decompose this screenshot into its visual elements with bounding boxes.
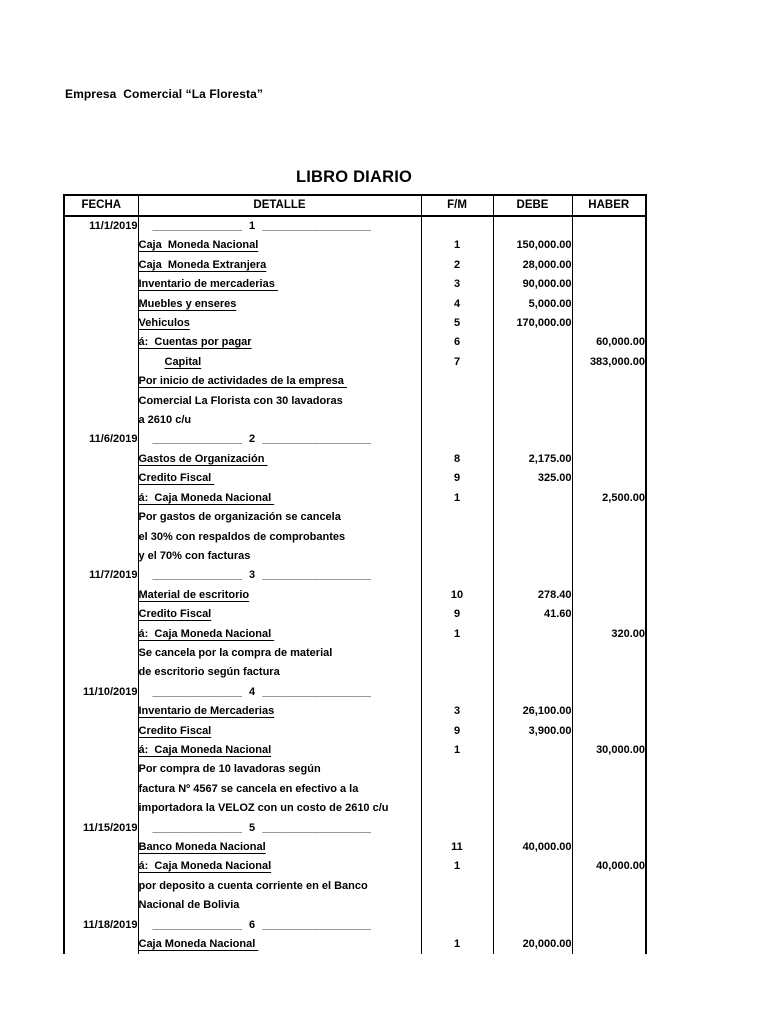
fm-cell: 1	[421, 625, 493, 644]
account-name: Caja Moneda Nacional	[138, 239, 259, 252]
date-cell	[64, 411, 138, 430]
credit-cell	[572, 275, 646, 294]
date-cell	[64, 760, 138, 779]
fm-cell: 1	[421, 741, 493, 760]
fm-cell: 1	[421, 489, 493, 508]
debit-cell: 150,000.00	[493, 236, 572, 255]
debit-cell	[493, 508, 572, 527]
account-name: Caja Moneda Extranjera	[138, 258, 267, 271]
fm-cell: 7	[421, 353, 493, 372]
detail-cell	[138, 625, 421, 644]
date-cell	[64, 799, 138, 818]
date-cell	[64, 353, 138, 372]
journal-row	[64, 489, 646, 508]
journal-row	[64, 935, 646, 954]
account-name: á: Caja Moneda Nacional	[138, 491, 275, 504]
account-name: á: Caja Moneda Nacional	[138, 627, 275, 640]
credit-cell	[572, 469, 646, 488]
date-cell	[64, 489, 138, 508]
detail-cell	[138, 877, 421, 896]
journal-row	[64, 838, 646, 857]
fm-cell: 1	[421, 935, 493, 954]
journal-row	[64, 411, 646, 430]
narration-text: Por compra de 10 lavadoras según	[138, 763, 321, 776]
fm-cell: 2	[421, 256, 493, 275]
header-haber: HABER	[572, 195, 646, 216]
narration-text: y el 70% con facturas	[138, 549, 251, 562]
entry-number: ______________ 5 _________________	[152, 821, 372, 834]
date-cell	[64, 256, 138, 275]
journal-row	[64, 663, 646, 682]
debit-cell	[493, 644, 572, 663]
date-cell	[64, 450, 138, 469]
fm-cell	[421, 877, 493, 896]
date-cell	[64, 392, 138, 411]
credit-cell	[572, 916, 646, 935]
entry-separator-row	[64, 216, 646, 236]
detail-cell	[138, 586, 421, 605]
debit-cell	[493, 760, 572, 779]
narration-text: Por gastos de organización se cancela	[138, 511, 341, 524]
debit-cell: 2,175.00	[493, 450, 572, 469]
journal-row	[64, 469, 646, 488]
page-title: LIBRO DIARIO	[295, 168, 413, 186]
journal-row	[64, 353, 646, 372]
date-cell	[64, 275, 138, 294]
credit-cell	[572, 547, 646, 566]
fm-cell	[421, 799, 493, 818]
date-cell: 11/18/2019	[64, 916, 138, 935]
date-cell	[64, 295, 138, 314]
date-cell: 11/10/2019	[64, 683, 138, 702]
entry-number: ______________ 3 _________________	[152, 569, 372, 582]
date-cell	[64, 528, 138, 547]
header-detalle: DETALLE	[138, 195, 421, 216]
account-name: Inventario de Mercaderias	[138, 705, 275, 718]
debit-cell	[493, 489, 572, 508]
date-cell	[64, 722, 138, 741]
credit-cell	[572, 644, 646, 663]
credit-cell	[572, 896, 646, 915]
date-cell	[64, 857, 138, 876]
journal-row	[64, 275, 646, 294]
debit-cell	[493, 216, 572, 236]
narration-text: Comercial La Florista con 30 lavadoras	[138, 394, 343, 407]
fm-cell	[421, 760, 493, 779]
entry-number: ______________ 6 _________________	[152, 918, 372, 931]
header-fecha: FECHA	[64, 195, 138, 216]
debit-cell	[493, 683, 572, 702]
journal-row	[64, 857, 646, 876]
date-cell	[64, 644, 138, 663]
debit-cell	[493, 333, 572, 352]
journal-row	[64, 586, 646, 605]
fm-cell	[421, 547, 493, 566]
detail-cell	[138, 916, 421, 935]
narration-text: factura Nº 4567 se cancela en efectivo a la	[138, 782, 359, 795]
fm-cell: 3	[421, 275, 493, 294]
detail-cell	[138, 489, 421, 508]
journal-row	[64, 547, 646, 566]
credit-cell	[572, 819, 646, 838]
date-cell	[64, 877, 138, 896]
journal-row	[64, 780, 646, 799]
date-cell	[64, 838, 138, 857]
fm-cell	[421, 528, 493, 547]
debit-cell	[493, 857, 572, 876]
account-name: á: Cuentas por pagar	[138, 336, 252, 349]
credit-cell: 60,000.00	[572, 333, 646, 352]
detail-cell	[138, 216, 421, 236]
date-cell	[64, 702, 138, 721]
journal-table-header	[64, 195, 646, 216]
fm-cell	[421, 663, 493, 682]
account-name: Caja Moneda Nacional	[138, 938, 259, 951]
account-name: Credito Fiscal	[138, 472, 215, 485]
journal-row	[64, 799, 646, 818]
date-cell	[64, 547, 138, 566]
detail-cell	[138, 333, 421, 352]
credit-cell	[572, 799, 646, 818]
date-cell	[64, 605, 138, 624]
detail-cell	[138, 760, 421, 779]
account-name: Credito Fiscal	[138, 608, 212, 621]
debit-cell	[493, 430, 572, 449]
credit-cell	[572, 935, 646, 954]
debit-cell	[493, 625, 572, 644]
fm-cell: 9	[421, 605, 493, 624]
credit-cell: 320.00	[572, 625, 646, 644]
header-fm: F/M	[421, 195, 493, 216]
narration-text: a 2610 c/u	[138, 414, 192, 427]
debit-cell	[493, 392, 572, 411]
account-name: Credito Fiscal	[138, 724, 212, 737]
entry-separator-row	[64, 566, 646, 585]
debit-cell	[493, 547, 572, 566]
account-name: á: Caja Moneda Nacional	[138, 743, 272, 756]
fm-cell: 1	[421, 857, 493, 876]
date-cell	[64, 896, 138, 915]
account-name: Gastos de Organización	[138, 452, 268, 465]
journal-row	[64, 896, 646, 915]
fm-cell: 5	[421, 314, 493, 333]
date-cell	[64, 586, 138, 605]
journal-row	[64, 760, 646, 779]
entry-separator-row	[64, 916, 646, 935]
credit-cell	[572, 663, 646, 682]
fm-cell: 4	[421, 295, 493, 314]
account-name: Material de escritorio	[138, 588, 250, 601]
header-debe: DEBE	[493, 195, 572, 216]
debit-cell	[493, 566, 572, 585]
debit-cell	[493, 819, 572, 838]
detail-cell	[138, 353, 421, 372]
journal-row	[64, 314, 646, 333]
credit-cell	[572, 392, 646, 411]
detail-cell	[138, 663, 421, 682]
fm-cell: 10	[421, 586, 493, 605]
debit-cell	[493, 799, 572, 818]
detail-cell	[138, 411, 421, 430]
fm-cell: 9	[421, 722, 493, 741]
debit-cell: 325.00	[493, 469, 572, 488]
account-name: Inventario de mercaderias	[138, 278, 278, 291]
account-name: Capital	[164, 355, 202, 368]
debit-cell	[493, 663, 572, 682]
account-name: Vehiculos	[138, 317, 190, 330]
detail-cell	[138, 508, 421, 527]
debit-cell: 3,900.00	[493, 722, 572, 741]
fm-cell	[421, 372, 493, 391]
journal-row	[64, 333, 646, 352]
fm-cell	[421, 566, 493, 585]
company-name: Empresa Comercial “La Floresta”	[65, 87, 263, 101]
date-cell	[64, 935, 138, 954]
credit-cell	[572, 702, 646, 721]
credit-cell	[572, 450, 646, 469]
detail-cell	[138, 236, 421, 255]
fm-cell: 9	[421, 469, 493, 488]
date-cell	[64, 780, 138, 799]
debit-cell	[493, 528, 572, 547]
journal-row	[64, 702, 646, 721]
detail-cell	[138, 528, 421, 547]
debit-cell: 278.40	[493, 586, 572, 605]
detail-cell	[138, 275, 421, 294]
fm-cell: 3	[421, 702, 493, 721]
entry-number: ______________ 2 _________________	[152, 433, 372, 446]
date-cell	[64, 741, 138, 760]
date-cell	[64, 372, 138, 391]
detail-cell	[138, 741, 421, 760]
journal-row	[64, 877, 646, 896]
credit-cell	[572, 236, 646, 255]
date-cell: 11/15/2019	[64, 819, 138, 838]
date-cell: 11/1/2019	[64, 216, 138, 236]
credit-cell: 383,000.00	[572, 353, 646, 372]
debit-cell	[493, 916, 572, 935]
debit-cell: 20,000.00	[493, 935, 572, 954]
detail-cell	[138, 644, 421, 663]
journal-table-body	[64, 216, 646, 954]
credit-cell	[572, 683, 646, 702]
header-row	[64, 195, 646, 216]
credit-cell	[572, 372, 646, 391]
fm-cell	[421, 644, 493, 663]
fm-cell	[421, 411, 493, 430]
journal-row	[64, 392, 646, 411]
debit-cell: 40,000.00	[493, 838, 572, 857]
detail-cell	[138, 469, 421, 488]
fm-cell	[421, 819, 493, 838]
detail-cell	[138, 780, 421, 799]
detail-cell	[138, 256, 421, 275]
detail-cell	[138, 372, 421, 391]
fm-cell: 8	[421, 450, 493, 469]
credit-cell	[572, 838, 646, 857]
journal-row	[64, 605, 646, 624]
journal-row	[64, 508, 646, 527]
debit-cell: 5,000.00	[493, 295, 572, 314]
detail-cell	[138, 547, 421, 566]
credit-cell	[572, 722, 646, 741]
detail-cell	[138, 683, 421, 702]
date-cell	[64, 314, 138, 333]
credit-cell	[572, 780, 646, 799]
entry-separator-row	[64, 683, 646, 702]
date-cell	[64, 508, 138, 527]
debit-cell	[493, 896, 572, 915]
account-name: Muebles y enseres	[138, 297, 237, 310]
fm-cell	[421, 916, 493, 935]
date-cell	[64, 469, 138, 488]
journal-row	[64, 722, 646, 741]
detail-cell	[138, 702, 421, 721]
fm-cell	[421, 216, 493, 236]
journal-row	[64, 372, 646, 391]
entry-number: ______________ 1 _________________	[152, 220, 372, 232]
narration-text: Se cancela por la compra de material	[138, 646, 333, 659]
entry-number: ______________ 4 _________________	[152, 685, 372, 698]
debit-cell: 26,100.00	[493, 702, 572, 721]
date-cell	[64, 333, 138, 352]
date-cell	[64, 663, 138, 682]
narration-text: Nacional de Bolivia	[138, 899, 240, 912]
detail-cell	[138, 857, 421, 876]
debit-cell	[493, 353, 572, 372]
journal-row	[64, 644, 646, 663]
detail-cell	[138, 896, 421, 915]
entry-separator-row	[64, 819, 646, 838]
credit-cell	[572, 216, 646, 236]
debit-cell	[493, 877, 572, 896]
narration-text: el 30% con respaldos de comprobantes	[138, 530, 346, 543]
date-cell	[64, 625, 138, 644]
credit-cell	[572, 605, 646, 624]
credit-cell	[572, 528, 646, 547]
journal-row	[64, 528, 646, 547]
credit-cell	[572, 411, 646, 430]
credit-cell: 30,000.00	[572, 741, 646, 760]
journal-row	[64, 295, 646, 314]
detail-cell	[138, 819, 421, 838]
narration-text: Por inicio de actividades de la empresa	[138, 375, 347, 388]
credit-cell	[572, 314, 646, 333]
journal-row	[64, 236, 646, 255]
fm-cell	[421, 392, 493, 411]
journal-table-container	[63, 194, 645, 954]
detail-cell	[138, 605, 421, 624]
journal-table	[63, 194, 647, 954]
journal-row	[64, 450, 646, 469]
credit-cell	[572, 566, 646, 585]
fm-cell	[421, 896, 493, 915]
credit-cell	[572, 256, 646, 275]
detail-cell	[138, 935, 421, 954]
fm-cell	[421, 430, 493, 449]
detail-cell	[138, 295, 421, 314]
detail-cell	[138, 799, 421, 818]
date-cell	[64, 236, 138, 255]
fm-cell	[421, 780, 493, 799]
journal-row	[64, 741, 646, 760]
date-cell: 11/6/2019	[64, 430, 138, 449]
credit-cell	[572, 295, 646, 314]
detail-cell	[138, 392, 421, 411]
credit-cell: 40,000.00	[572, 857, 646, 876]
debit-cell: 41.60	[493, 605, 572, 624]
detail-cell	[138, 450, 421, 469]
credit-cell	[572, 430, 646, 449]
debit-cell: 28,000.00	[493, 256, 572, 275]
debit-cell	[493, 411, 572, 430]
entry-separator-row	[64, 430, 646, 449]
credit-cell: 2,500.00	[572, 489, 646, 508]
fm-cell: 1	[421, 236, 493, 255]
narration-text: importadora la VELOZ con un costo de 2610 c/u	[138, 802, 389, 815]
credit-cell	[572, 586, 646, 605]
detail-cell	[138, 430, 421, 449]
narration-text: de escritorio según factura	[138, 666, 280, 679]
fm-cell	[421, 683, 493, 702]
narration-text: por deposito a cuenta corriente en el Banco	[138, 879, 368, 892]
debit-cell	[493, 372, 572, 391]
debit-cell: 170,000.00	[493, 314, 572, 333]
debit-cell: 90,000.00	[493, 275, 572, 294]
credit-cell	[572, 760, 646, 779]
fm-cell: 11	[421, 838, 493, 857]
detail-cell	[138, 722, 421, 741]
journal-row	[64, 625, 646, 644]
detail-cell	[138, 566, 421, 585]
credit-cell	[572, 508, 646, 527]
account-name: á: Caja Moneda Nacional	[138, 860, 272, 873]
detail-cell	[138, 314, 421, 333]
journal-row	[64, 256, 646, 275]
credit-cell	[572, 877, 646, 896]
date-cell: 11/7/2019	[64, 566, 138, 585]
debit-cell	[493, 741, 572, 760]
account-name: Banco Moneda Nacional	[138, 841, 266, 853]
fm-cell	[421, 508, 493, 527]
debit-cell	[493, 780, 572, 799]
fm-cell: 6	[421, 333, 493, 352]
detail-cell	[138, 838, 421, 857]
